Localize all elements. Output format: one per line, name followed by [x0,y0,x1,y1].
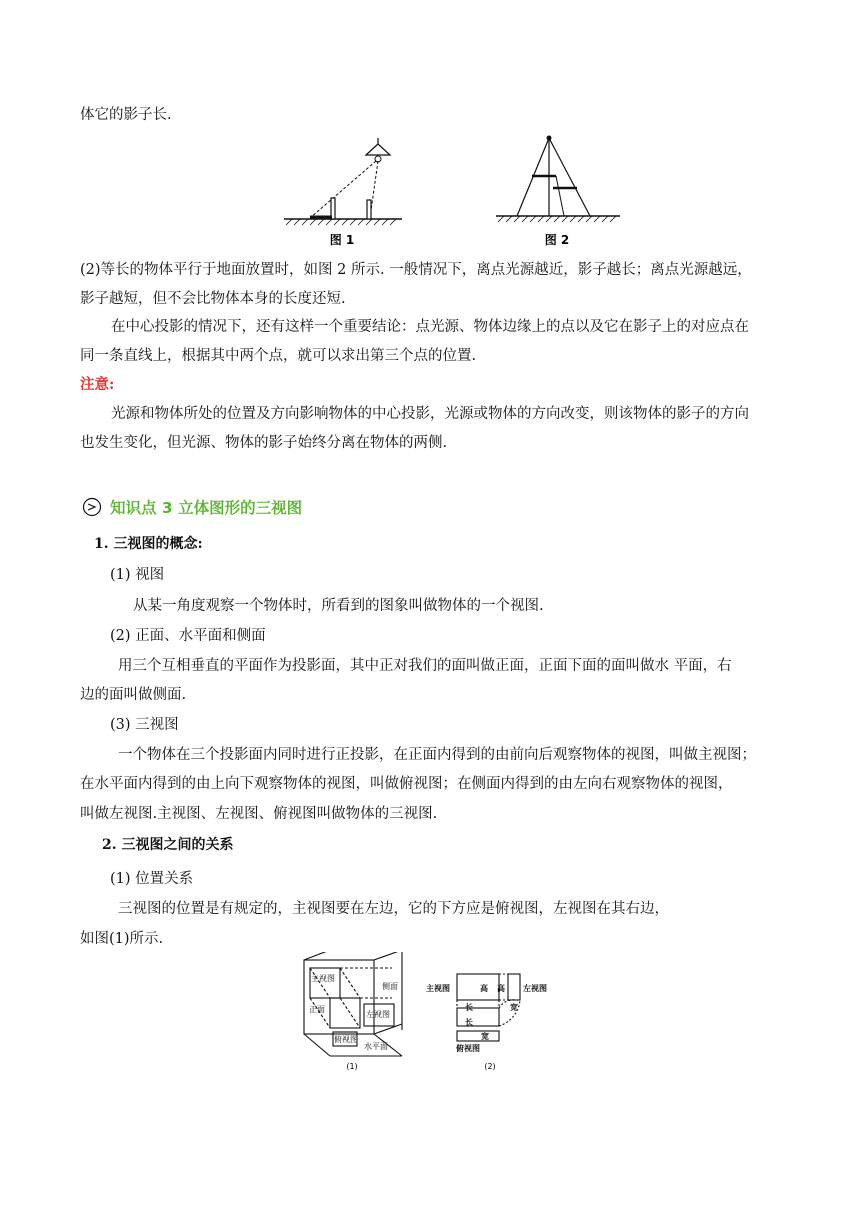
para3-line2: 同一条直线上，根据其中两个点，就可以求出第三个点的位置. [80,348,477,364]
fig4-caption: (2) [484,1062,496,1071]
view-label: (1) 视图 [110,567,165,583]
relation-heading: 2. 三视图之间的关系 [102,837,234,853]
pos-label: (1) 位置关系 [110,871,194,887]
figure-1-2 [0,130,868,260]
fig4-long-label-2: 长 [465,1018,473,1027]
fig3-left-label: 左视图 [366,1010,390,1019]
planes-line2: 边的面叫做侧面. [80,687,187,703]
concept-heading: 1. 三视图的概念: [94,536,203,552]
fig4-long-label-1: 长 [465,1003,473,1012]
figure-1-caption: 图 1 [329,233,355,247]
fig4-high-label-1: 高 [480,984,488,993]
intro-tail: 体它的影子长. [80,107,172,123]
section-title: 知识点 3 立体图形的三视图 [110,499,303,517]
note-label: 注意: [80,376,115,393]
fig3-side-face-label: 侧面 [382,982,398,991]
fig3-horizontal-label: 水平面 [364,1042,388,1051]
three-line3: 叫做左视图.主视图、左视图、俯视图叫做物体的三视图. [80,806,438,822]
view-text: 从某一角度观察一个物体时，所看到的图象叫做物体的一个视图. [133,598,544,614]
section-header [82,496,302,518]
fig4-high-label-2: 高 [497,984,505,993]
para3-line1: 在中心投影的情况下，还有这样一个重要结论：点光源、物体边缘上的点以及它在影子上的对应点在 [111,319,749,335]
fig4-wide-label-1: 宽 [510,1003,518,1012]
figure-three-views [0,952,868,1082]
note-line2: 也发生变化，但光源、物体的影子始终分离在物体的两侧. [80,435,448,451]
three-line1: 一个物体在三个投影面内同时进行正投影，在正面内得到的由前向后观察物体的视图，叫做主视图； [118,747,756,763]
planes-line1: 用三个互相垂直的平面作为投影面，其中正对我们的面叫做正面，正面下面的面叫做水 平面，右 [118,658,732,674]
fig4-wide-label-2: 宽 [481,1032,489,1041]
pos-line1: 三视图的位置是有规定的，主视图要在左边，它的下方应是俯视图，左视图在其右边， [118,901,669,917]
note-line1: 光源和物体所处的位置及方向影响物体的中心投影，光源或物体的方向改变，则该物体的影子的方向 [111,406,749,422]
figure-2-caption: 图 2 [544,233,570,247]
fig3-caption: (1) [346,1062,358,1071]
para2-line2: 影子越短，但不会比物体本身的长度还短. [80,291,346,307]
figure-2 [496,136,620,223]
fig4-left-label: 左视图 [523,984,547,993]
pos-line2: 如图(1)所示. [80,931,164,947]
three-line2: 在水平面内得到的由上向下观察物体的视图，叫做俯视图；在侧面内得到的由左向右观察物体的视图， [80,776,733,792]
fig3-main-label: 主视图 [311,974,335,983]
fig4-main-label: 主视图 [426,984,450,993]
para2-line1: (2)等长的物体平行于地面放置时，如图 2 所示. 一般情况下，离点光源越近，影子越长；离点光源越远， [80,262,752,278]
planes-label: (2) 正面、水平面和侧面 [110,628,266,644]
three-label: (3) 三视图 [110,717,179,733]
fig4-top-label: 俯视图 [456,1044,480,1053]
fig3-top-label: 俯视图 [334,1035,358,1044]
fig3-front-face-label: 正面 [309,1005,325,1014]
chevron-circle-icon [82,497,102,517]
figure-1 [284,138,402,225]
